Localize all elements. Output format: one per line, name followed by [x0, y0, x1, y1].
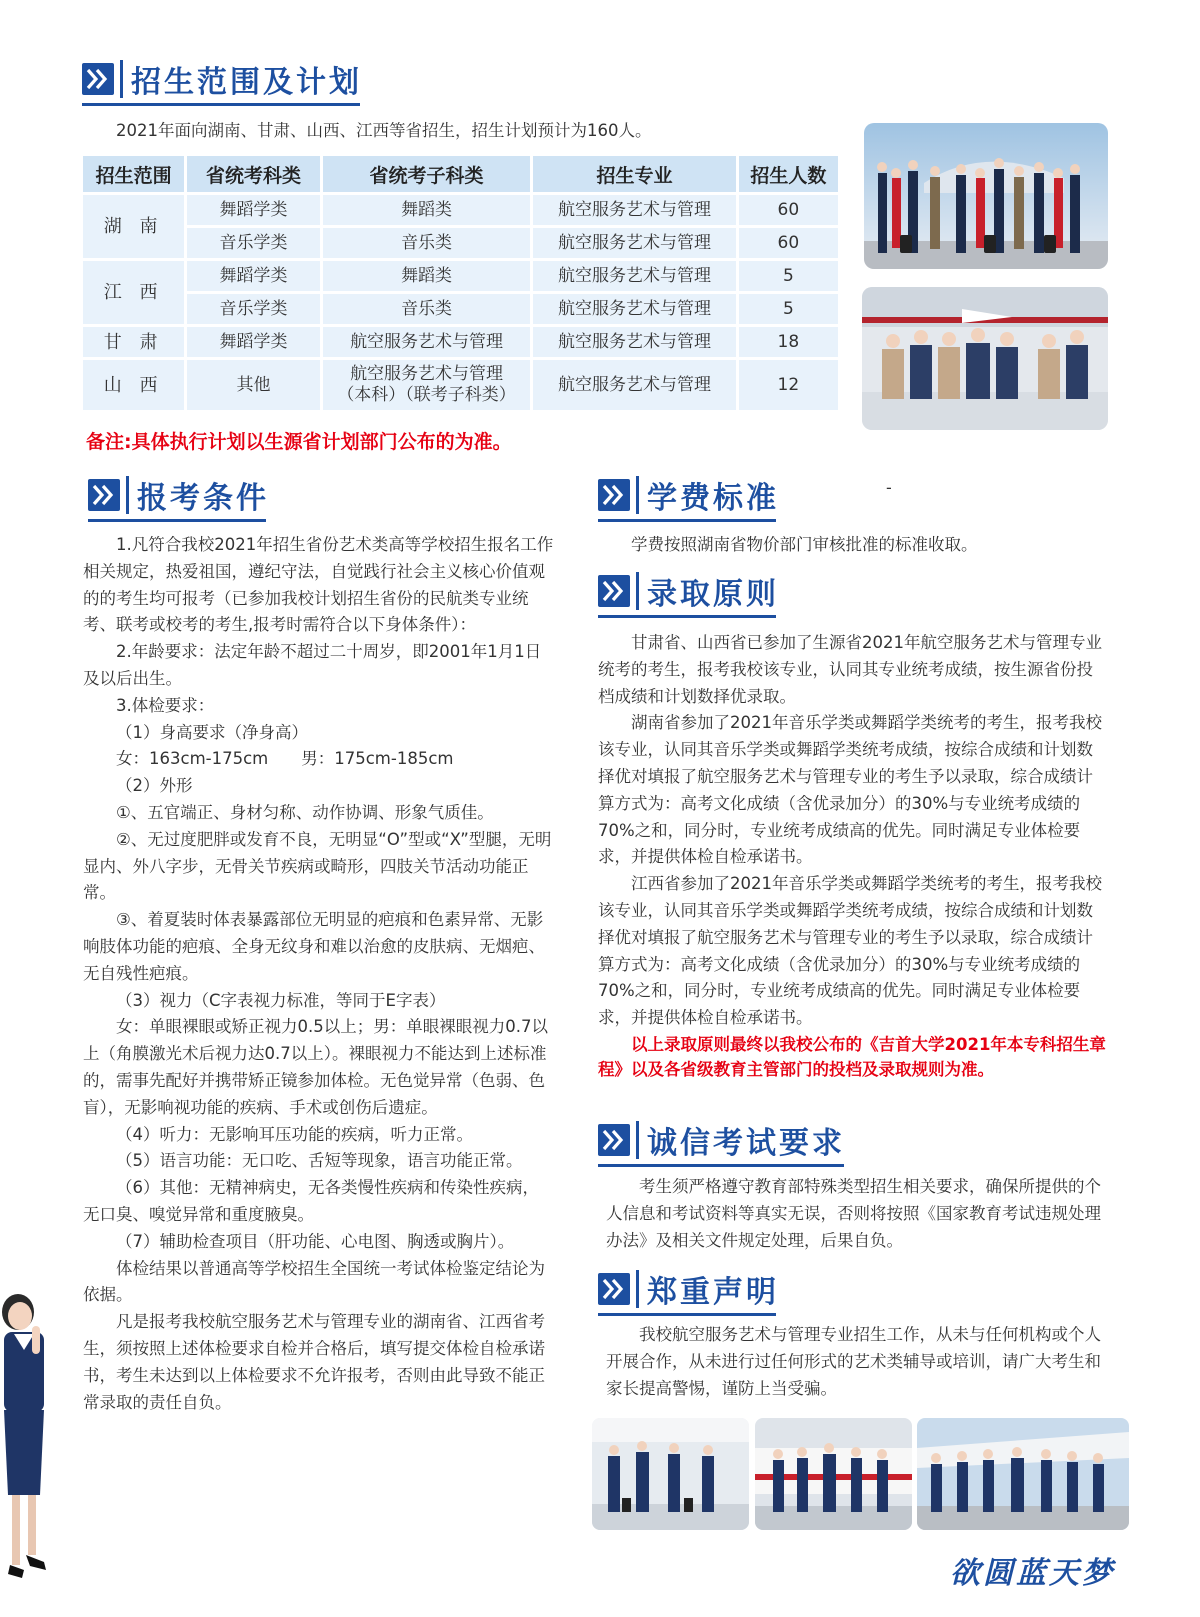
header-underline	[88, 519, 266, 522]
paragraph: 学费按照湖南省物价部门审核批准的标准收取。	[631, 535, 978, 554]
paragraph: （5）语言功能：无口吃、舌短等现象，语言功能正常。	[116, 1151, 523, 1171]
table-row	[83, 261, 838, 291]
header-divider	[120, 60, 123, 98]
table-cell: 航空服务艺术与管理	[533, 360, 735, 410]
paragraph: 甘肃省、山西省已参加了生源省2021年航空服务艺术与管理专业统考的考生，报考我校该专业，认同其专业统考成绩，按生源省份投档成绩和计划数择优录取。	[598, 633, 1102, 706]
paragraph: （4）听力：无影响耳压功能的疾病，听力正常。	[116, 1124, 473, 1144]
photo-crew-aircraft	[917, 1418, 1129, 1530]
paragraph: 体检结果以普通高等学校招生全国统一考试体检鉴定结论为依据。	[83, 1258, 545, 1305]
table-cell: 航空服务艺术与管理	[533, 228, 735, 258]
paragraph: （2）外形	[116, 776, 193, 796]
table-cell: 舞蹈学类	[187, 327, 320, 357]
photo-crew-cabin	[862, 287, 1108, 430]
table-cell: 5	[739, 261, 838, 291]
header-divider	[636, 476, 639, 514]
stray-dash: -	[886, 478, 892, 497]
paragraph: ②、无过度肥胖或发育不良，无明显“O”型或“X”型腿，无明显内、外八字步，无骨关节疾病或畸形，四肢关节活动功能正常。	[83, 829, 552, 903]
signature-slogan: 欲圆蓝天梦	[950, 1556, 1115, 1591]
double-chevron-right-icon	[82, 63, 114, 95]
paragraph: 女：163cm-175cm 男：175cm-185cm	[116, 749, 454, 769]
table-cell: 18	[739, 327, 838, 357]
header-divider	[636, 1121, 639, 1159]
section-title: 报考条件	[137, 481, 269, 516]
paragraph: 湖南省参加了2021年音乐学类或舞蹈学类统考的考生，报考我校该专业，认同其音乐学类或舞蹈学类统考成绩，按综合成绩和计划数择优对填报了航空服务艺术与管理专业的考生予以录取，综合成绩计算方式为：高考文化成绩（含优录加分）的30%与专业统考成绩的70%之和，同分时，专业统考成绩高的优先。同时满足专业体检要求，并提供体检自检承诺书。	[598, 713, 1102, 867]
table-cell: 航空服务艺术与管理	[533, 294, 735, 324]
province-cell: 湖 南	[83, 195, 184, 258]
table-header-cell: 招生专业	[533, 156, 735, 192]
paragraph: 我校航空服务艺术与管理专业招生工作，从未与任何机构或个人开展合作，从未进行过任何形式的艺术类辅导或培训，请广大考生和家长提高警惕，谨防上当受骗。	[606, 1325, 1101, 1398]
table-header-cell: 招生范围	[83, 156, 184, 192]
section-title: 学费标准	[647, 481, 779, 516]
cell-line: （本科）（联考子科类）	[337, 385, 516, 405]
table-row	[83, 294, 838, 324]
admission-text	[598, 630, 1108, 1082]
section-title: 录取原则	[647, 577, 779, 612]
paragraph: 凡是报考我校航空服务艺术与管理专业的湖南省、江西省考生，须按照上述体检要求自检并合格后，填写提交体检自检承诺书，考生未达到以上体检要求不允许报考，否则由此导致不能正常录取的责任自负。	[83, 1312, 545, 1412]
stewardess-figure	[0, 1290, 72, 1590]
integrity-text	[606, 1174, 1108, 1254]
enroll-intro: 2021年面向湖南、甘肃、山西、江西等省招生，招生计划预计为160人。	[116, 121, 652, 140]
paragraph: 2.年龄要求：法定年龄不超过二十周岁，即2001年1月1日及以后出生。	[83, 642, 542, 688]
double-chevron-right-icon	[598, 1124, 630, 1156]
section-header-integrity	[598, 1117, 845, 1163]
table-header-row	[83, 156, 838, 192]
header-divider	[636, 1270, 639, 1308]
paragraph: 江西省参加了2021年音乐学类或舞蹈学类统考的考生，报考我校该专业，认同其音乐学类或舞蹈学类统考成绩，按综合成绩和计划数择优对填报了航空服务艺术与管理专业的考生予以录取，综合成绩计算方式为：高考文化成绩（含优录加分）的30%与专业统考成绩的70%之和，同分时，专业统考成绩高的优先。同时满足专业体检要求，并提供体检自检承诺书。	[598, 874, 1102, 1028]
paragraph: 考生须严格遵守教育部特殊类型招生相关要求，确保所提供的个人信息和考试资料等真实无误，否则将按照《国家教育考试违规处理办法》及相关文件规定处理，后果自负。	[606, 1177, 1101, 1250]
table-row	[83, 327, 838, 357]
header-underline	[82, 103, 360, 106]
province-cell: 甘 肃	[83, 327, 184, 357]
paragraph: 3.体检要求：	[116, 695, 215, 715]
conditions-text	[83, 532, 555, 1416]
table-cell: 舞蹈学类	[187, 261, 320, 291]
cell-line: 航空服务艺术与管理	[350, 364, 504, 384]
section-header-conditions	[88, 472, 269, 518]
header-underline	[598, 519, 776, 522]
header-underline	[598, 1164, 844, 1167]
province-cell: 山 西	[83, 360, 184, 410]
table-cell: 航空服务艺术与管理	[533, 327, 735, 357]
table-cell: 舞蹈类	[323, 195, 531, 225]
section-title: 招生范围及计划	[131, 65, 362, 100]
paragraph: （6）其他：无精神病史，无各类慢性疾病和传染性疾病，无口臭、嗅觉异常和重度腋臭。	[83, 1178, 539, 1224]
enrollment-table	[80, 153, 841, 413]
table-cell: 航空服务艺术与管理	[533, 195, 735, 225]
double-chevron-right-icon	[598, 479, 630, 511]
table-cell: 音乐类	[323, 294, 531, 324]
photo-crew-airport	[864, 123, 1108, 269]
table-cell	[323, 360, 531, 410]
plan-note: 备注:具体执行计划以生源省计划部门公布的为准。	[86, 431, 512, 453]
photo-crew-train	[755, 1418, 912, 1530]
province-cell: 江 西	[83, 261, 184, 324]
paragraph: 女：单眼裸眼或矫正视力0.5以上；男：单眼裸眼视力0.7以上（角膜激光术后视力达0.7以上）。裸眼视力不能达到上述标准的，需事先配好并携带矫正镜参加体检。无色觉异常（色弱、色盲），无影响视功能的疾病、手术或创伤后遗症。	[83, 1017, 548, 1117]
paragraph: （1）身高要求（净身高）	[116, 722, 308, 742]
table-header-cell: 省统考子科类	[323, 156, 531, 192]
table-cell: 航空服务艺术与管理	[323, 327, 531, 357]
header-divider	[126, 476, 129, 514]
header-underline	[598, 615, 776, 618]
double-chevron-right-icon	[598, 575, 630, 607]
header-divider	[636, 572, 639, 610]
photo-crew-terminal	[592, 1418, 749, 1530]
section-header-enroll	[82, 56, 362, 102]
table-cell: 舞蹈类	[323, 261, 531, 291]
table-cell: 音乐学类	[187, 294, 320, 324]
fees-text	[598, 532, 1108, 559]
statement-text	[606, 1322, 1108, 1402]
section-title: 郑重声明	[647, 1275, 779, 1310]
paragraph: ③、着夏装时体表暴露部位无明显的疤痕和色素异常、无影响肢体功能的疤痕、全身无纹身和难以治愈的皮肤病、无烟疤、无自残性疤痕。	[83, 910, 545, 983]
paragraph: ①、五官端正、身材匀称、动作协调、形象气质佳。	[116, 802, 494, 822]
table-row	[83, 228, 838, 258]
table-cell: 舞蹈学类	[187, 195, 320, 225]
section-title: 诚信考试要求	[647, 1126, 845, 1161]
admission-note: 以上录取原则最终以我校公布的《吉首大学2021年本专科招生章程》以及各省级教育主管部门的投档及录取规则为准。	[598, 1034, 1106, 1079]
section-header-statement	[598, 1266, 779, 1312]
double-chevron-right-icon	[598, 1273, 630, 1305]
table-cell: 60	[739, 195, 838, 225]
paragraph: （7）辅助检查项目（肝功能、心电图、胸透或胸片）。	[116, 1231, 515, 1251]
table-cell: 航空服务艺术与管理	[533, 261, 735, 291]
table-cell: 音乐学类	[187, 228, 320, 258]
table-row	[83, 360, 838, 410]
table-cell: 12	[739, 360, 838, 410]
table-row	[83, 195, 838, 225]
section-header-fees	[598, 472, 779, 518]
table-cell: 音乐类	[323, 228, 531, 258]
table-cell: 5	[739, 294, 838, 324]
double-chevron-right-icon	[88, 479, 120, 511]
paragraph: 1.凡符合我校2021年招生省份艺术类高等学校招生报名工作相关规定，热爱祖国，遵纪守法，自觉践行社会主义核心价值观的的考生均可报考（已参加我校计划招生省份的民航类专业统考、联考或校考的考生,报考时需符合以下身体条件）：	[83, 535, 554, 635]
table-header-cell: 招生人数	[739, 156, 838, 192]
paragraph: （3）视力（C字表视力标准，等同于E字表）	[116, 990, 446, 1010]
header-underline	[598, 1313, 776, 1316]
section-header-admission	[598, 568, 779, 614]
table-header-cell: 省统考科类	[187, 156, 320, 192]
table-cell: 其他	[187, 360, 320, 410]
table-cell: 60	[739, 228, 838, 258]
